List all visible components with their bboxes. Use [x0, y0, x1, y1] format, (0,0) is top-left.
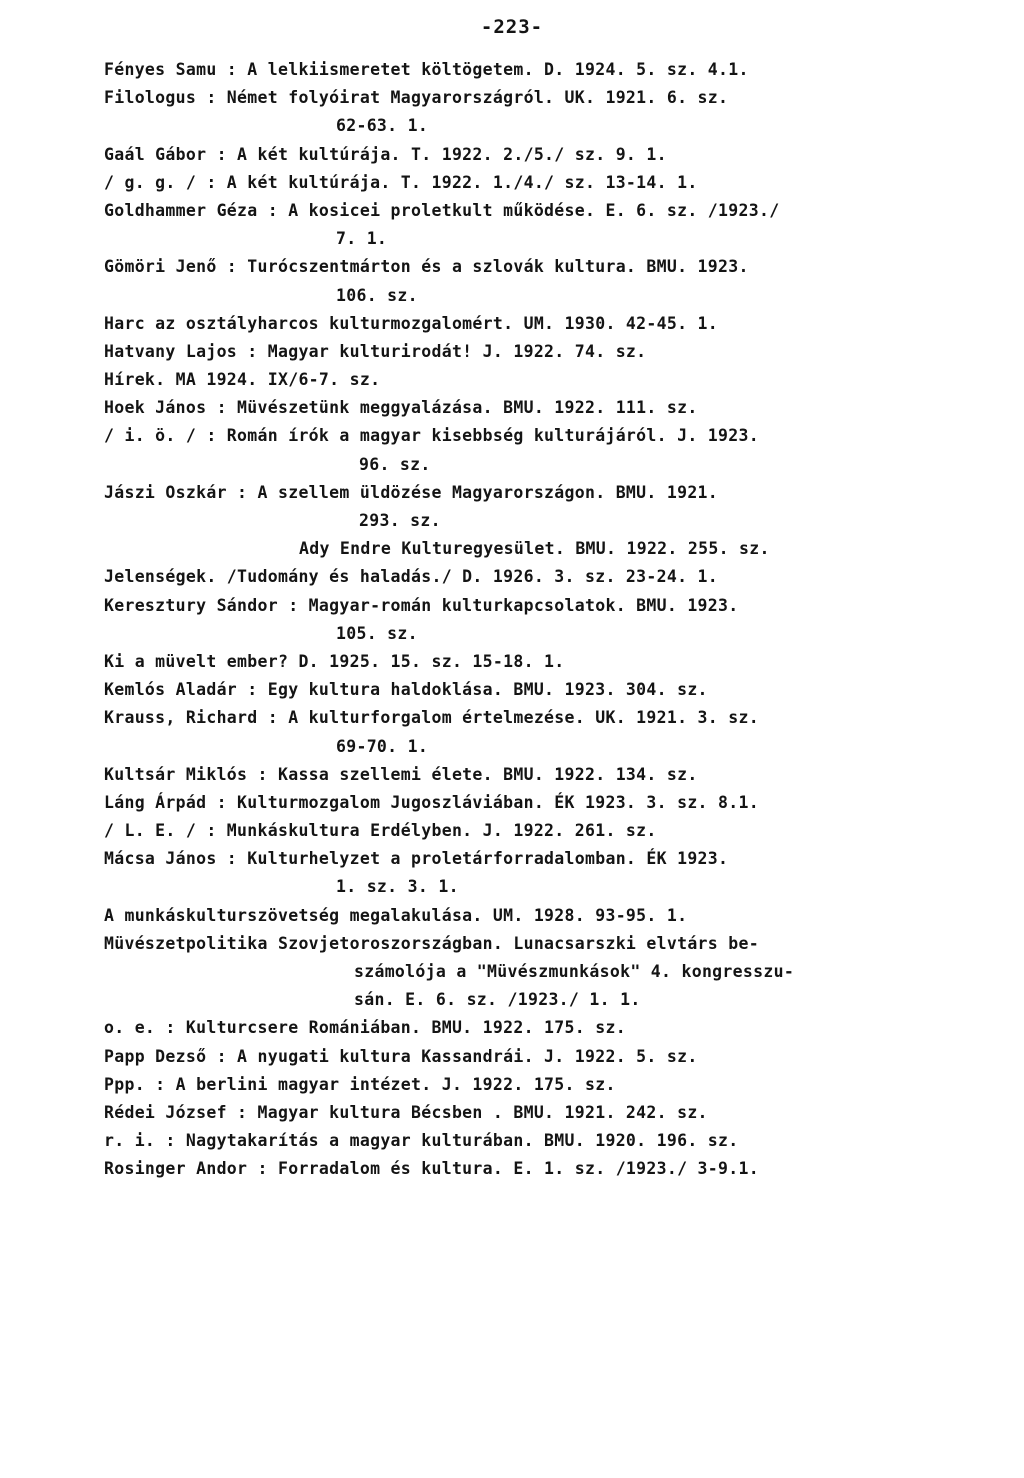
- bibliography-continuation-line: sán. E. 6. sz. /1923./ 1. 1.: [354, 990, 641, 1010]
- bibliography-entry-line: Hatvany Lajos : Magyar kulturirodát! J. 1922. 74. sz.: [104, 341, 647, 361]
- bibliography-entry-line: Kemlós Aladár : Egy kultura haldoklása. BMU. 1923. 304. sz.: [104, 680, 708, 700]
- bibliography-entry-line: Jelenségek. /Tudomány és haladás./ D. 1926. 3. sz. 23-24. 1.: [104, 567, 719, 587]
- bibliography-entry-line: / g. g. / : A két kultúrája. T. 1922. 1./4./ sz. 13-14. 1.: [104, 172, 698, 192]
- page-number: -223-: [480, 16, 544, 38]
- bibliography-entry-line: Láng Árpád : Kulturmozgalom Jugoszláviában. ÉK 1923. 3. sz. 8.1.: [104, 792, 759, 812]
- bibliography-entry-line: / i. ö. / : Román írók a magyar kisebbség kulturájáról. J. 1923.: [104, 426, 759, 446]
- bibliography-entry-line: Müvészetpolitika Szovjetoroszországban. Lunacsarszki elvtárs be-: [104, 933, 759, 953]
- bibliography-entry-line: Papp Dezső : A nyugati kultura Kassandrái. J. 1922. 5. sz.: [104, 1046, 698, 1066]
- bibliography-entry-line: Hírek. MA 1924. IX/6-7. sz.: [104, 370, 381, 390]
- bibliography-entry-line: A munkáskulturszövetség megalakulása. UM. 1928. 93-95. 1.: [104, 905, 688, 925]
- bibliography-continuation-line: 293. sz.: [359, 511, 441, 530]
- bibliography-continuation-line: 96. sz.: [359, 454, 431, 474]
- bibliography-continuation-line: számolója a "Müvészmunkások" 4. kongresszu-: [354, 962, 795, 981]
- bibliography-entry-line: / L. E. / : Munkáskultura Erdélyben. J. 1922. 261. sz.: [104, 821, 657, 841]
- bibliography-entry-line: o. e. : Kulturcsere Romániában. BMU. 1922. 175. sz.: [104, 1018, 626, 1038]
- bibliography-entry-line: Filologus : Német folyóirat Magyarországról. UK. 1921. 6. sz.: [104, 88, 729, 108]
- bibliography-entry-line: Rosinger Andor : Forradalom és kultura. E. 1. sz. /1923./ 3-9.1.: [104, 1159, 759, 1179]
- bibliography-entry-line: r. i. : Nagytakarítás a magyar kulturában. BMU. 1920. 196. sz.: [104, 1131, 739, 1151]
- bibliography-entry-line: Krauss, Richard : A kulturforgalom értelmezése. UK. 1921. 3. sz.: [104, 708, 759, 728]
- bibliography-entry-line: Rédei József : Magyar kultura Bécsben . BMU. 1921. 242. sz.: [104, 1102, 708, 1122]
- bibliography-continuation-line: 69-70. 1.: [336, 736, 429, 756]
- bibliography-entry-line: Gömöri Jenő : Turócszentmárton és a szlovák kultura. BMU. 1923.: [104, 257, 749, 277]
- bibliography-entry-line: Ppp. : A berlini magyar intézet. J. 1922. 175. sz.: [104, 1074, 616, 1094]
- bibliography-entry-line: Kultsár Miklós : Kassa szellemi élete. BMU. 1922. 134. sz.: [104, 764, 698, 784]
- bibliography-entry-line: Ki a müvelt ember? D. 1925. 15. sz. 15-18. 1.: [104, 651, 565, 671]
- bibliography-entry-line: Goldhammer Géza : A kosicei proletkult működése. E. 6. sz. /1923./: [104, 200, 780, 220]
- bibliography-continuation-line: 1. sz. 3. 1.: [336, 877, 459, 897]
- bibliography-continuation-line: 106. sz.: [336, 285, 418, 305]
- bibliography-list: [104, 56, 984, 1184]
- bibliography-continuation-line: Ady Endre Kulturegyesület. BMU. 1922. 255. sz.: [299, 539, 770, 559]
- bibliography-continuation-line: 62-63. 1.: [336, 116, 429, 136]
- bibliography-continuation-line: 105. sz.: [336, 623, 418, 643]
- bibliography-entry-line: Mácsa János : Kulturhelyzet a proletárforradalomban. ÉK 1923.: [104, 849, 729, 869]
- bibliography-entry-line: Gaál Gábor : A két kultúrája. T. 1922. 2./5./ sz. 9. 1.: [104, 144, 667, 164]
- bibliography-entry-line: Keresztury Sándor : Magyar-román kulturkapcsolatok. BMU. 1923.: [104, 595, 739, 615]
- bibliography-entry-line: Fényes Samu : A lelkiismeretet költögetem. D. 1924. 5. sz. 4.1.: [104, 60, 749, 79]
- bibliography-entry-line: Hoek János : Müvészetünk meggyalázása. BMU. 1922. 111. sz.: [104, 398, 698, 418]
- bibliography-entry-line: Harc az osztályharcos kulturmozgalomért. UM. 1930. 42-45. 1.: [104, 313, 719, 333]
- bibliography-continuation-line: 7. 1.: [336, 229, 388, 249]
- bibliography-entry-line: Jászi Oszkár : A szellem üldözése Magyarországon. BMU. 1921.: [104, 482, 719, 502]
